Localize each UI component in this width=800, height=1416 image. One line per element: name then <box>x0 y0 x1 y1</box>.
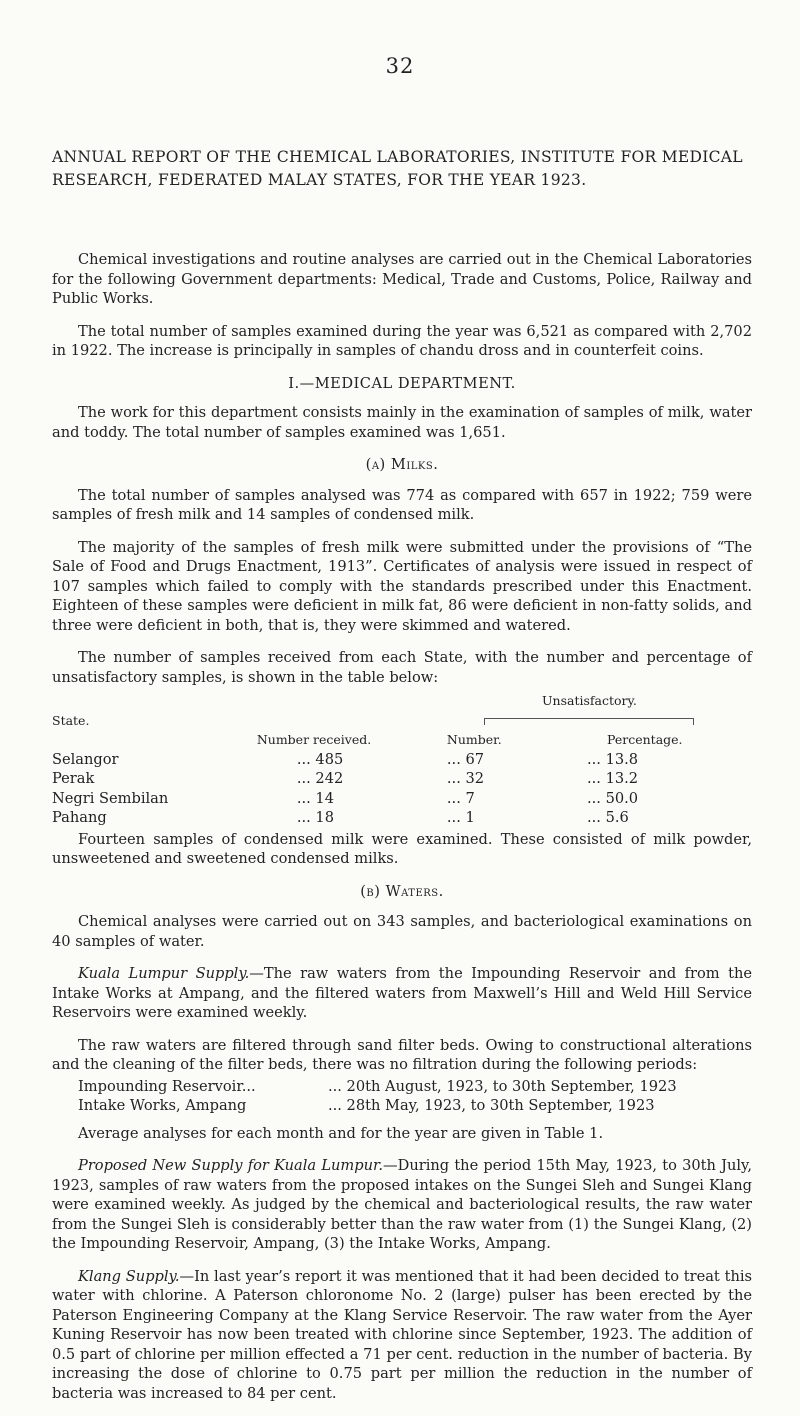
received-column-header: Number received. <box>256 732 372 747</box>
unsatisfactory-percentage-cell: 5.6 <box>605 809 629 826</box>
klang-supply-text: —In last year’s report it was mentioned that it had been decided to treat this water with chlorine. A Paterson chloronome No. 2 (large) pulser has been erected by the Paterson Engineering Company at the Klang Service Reservoir. The raw water from the Ayer Kuning Reservoir has now been treated with chlorine since September, 1923. The addition of 0.5 part of chlorine per million effected a 71 per cent. reduction in the number of bacteria. By increasing the dose of chlorine to 0.75 part per million the reduction in the number of bacteria was increased to 84 per cent. <box>52 1267 752 1402</box>
received-cell: 242 <box>315 770 344 787</box>
unsatisfactory-group-header: Unsatisfactory. <box>542 693 637 708</box>
table-row: Perak ... 242 ... 32 ... 13.2 <box>52 770 639 787</box>
received-cell: 14 <box>315 789 334 807</box>
kuala-lumpur-supply-text: —The raw waters from the Impounding Reservoir and from the Intake Works at Ampang, and the filtered waters from Maxwell’s Hill and Weld Hill Service Reservoirs were examined weekly. <box>52 965 752 1021</box>
waters-paragraph-1: Chemical analyses were carried out on 343 samples, and bacteriological examinations on 40 samples of water. <box>52 913 752 950</box>
kuala-lumpur-supply-title: Kuala Lumpur Supply. <box>78 965 250 982</box>
milk-samples-table <box>52 691 752 828</box>
unsatisfactory-percentage-cell: 50.0 <box>605 789 639 807</box>
milks-paragraph-2: The majority of the samples of fresh milk were submitted under the provisions of “The Sale of Food and Drugs Enactment, 1913”. Certificates of analysis were issued in respect of 107 samples which failed to comply with the standards prescribed under this Enactment. Eighteen of these samples were deficient in milk fat, 86 were deficient in non-fatty solids, and three were deficient in both, that is, they were skimmed and watered. <box>52 538 752 634</box>
table-row: Pahang ... 18 ... 1 ... 5.6 <box>52 809 629 826</box>
unsatisfactory-percentage-cell: 13.8 <box>605 750 639 768</box>
intro-paragraph-2: The total number of samples examined during the year was 6,521 as compared with 2,702 in 1922. The increase is principally in samples of chandu dross and in counterfeit coins. <box>52 322 752 359</box>
state-cell: Perak <box>52 770 95 787</box>
received-cell: 485 <box>315 750 344 768</box>
unsatisfactory-number-cell: 7 <box>465 789 475 807</box>
period-dates: ... 20th August, 1923, to 30th September, 1923 <box>328 1077 677 1095</box>
filtration-period-row <box>52 1077 752 1097</box>
intro-paragraph-1: Chemical investigations and routine analyses are carried out in the Chemical Laboratories for the following Government departments: Medical, Trade and Customs, Police, Railway and Public Works. <box>52 251 752 307</box>
waters-paragraph-2: The raw waters are filtered through sand filter beds. Owing to constructional alterations and the cleaning of the filter beds, there was no filtration during the following periods: <box>52 1036 752 1073</box>
state-column-header: State. <box>52 712 90 728</box>
unsatisfactory-number-cell: 32 <box>465 770 485 787</box>
period-place: Impounding Reservoir... <box>78 1077 256 1095</box>
period-place: Intake Works, Ampang <box>78 1097 247 1114</box>
percentage-column-header: Percentage. <box>607 732 683 747</box>
milks-paragraph-1: The total number of samples analysed was 774 as compared with 657 in 1922; 759 were samples of fresh milk and 14 samples of condensed milk. <box>52 486 752 523</box>
waters-paragraph-3: Average analyses for each month and for the year are given in Table 1. <box>78 1124 604 1142</box>
state-cell: Negri Sembilan <box>52 789 169 807</box>
subheading-waters: (b) Waters. <box>360 882 444 900</box>
proposed-supply-paragraph <box>52 1156 752 1254</box>
kuala-lumpur-supply-paragraph <box>52 964 752 1023</box>
unsatisfactory-number-cell: 1 <box>465 809 475 826</box>
milks-paragraph-3: The number of samples received from each State, with the number and percentage of unsatisfactory samples, is shown in the table below: <box>52 649 752 686</box>
section-heading-medical: I.—MEDICAL DEPARTMENT. <box>288 374 516 392</box>
page-number: 32 <box>385 54 415 78</box>
period-dates: ... 28th May, 1923, to 30th September, 1923 <box>328 1097 655 1114</box>
table-brace <box>484 718 694 725</box>
klang-supply-title: Klang Supply. <box>78 1267 180 1285</box>
received-cell: 18 <box>315 809 334 826</box>
filtration-period-row <box>52 1096 752 1116</box>
klang-supply-paragraph <box>52 1267 752 1404</box>
medical-paragraph: The work for this department consists mainly in the examination of samples of milk, water and toddy. The total number of samples examined was 1,651. <box>52 404 752 441</box>
report-body <box>52 250 752 1416</box>
number-column-header: Number. <box>446 732 502 747</box>
unsatisfactory-percentage-cell: 13.2 <box>605 770 639 787</box>
table-row: Selangor ... 485 ... 67 ... 13.8 <box>52 750 639 768</box>
proposed-supply-text: —During the period 15th May, 1923, to 30th July, 1923, samples of raw waters from the proposed intakes on the Sungei Sleh and Sungei Klang were examined weekly. As judged by the chemical and bacteriological results, the raw water from the Sungei Sleh is considerably better than the raw water from (1) the Sungei Klang, (2) the Impounding Reservoir, Ampang, (3) the Intake Works, Ampang. <box>52 1157 752 1252</box>
milks-paragraph-4: Fourteen samples of condensed milk were examined. These consisted of milk powder, unsweetened and sweetened condensed milks. <box>52 830 752 867</box>
table-row: Negri Sembilan ... 14 ... 7 ... 50.0 <box>52 789 639 807</box>
state-cell: Selangor <box>52 750 119 768</box>
subheading-milks: (a) Milks. <box>365 456 439 473</box>
state-cell: Pahang <box>52 809 107 826</box>
report-title: ANNUAL REPORT OF THE CHEMICAL LABORATORIES, INSTITUTE FOR MEDICAL RESEARCH, FEDERATED MALAY STATES, FOR THE YEAR 1923. <box>52 148 743 189</box>
unsatisfactory-number-cell: 67 <box>465 750 485 768</box>
proposed-supply-title: Proposed New Supply for Kuala Lumpur. <box>78 1157 384 1174</box>
